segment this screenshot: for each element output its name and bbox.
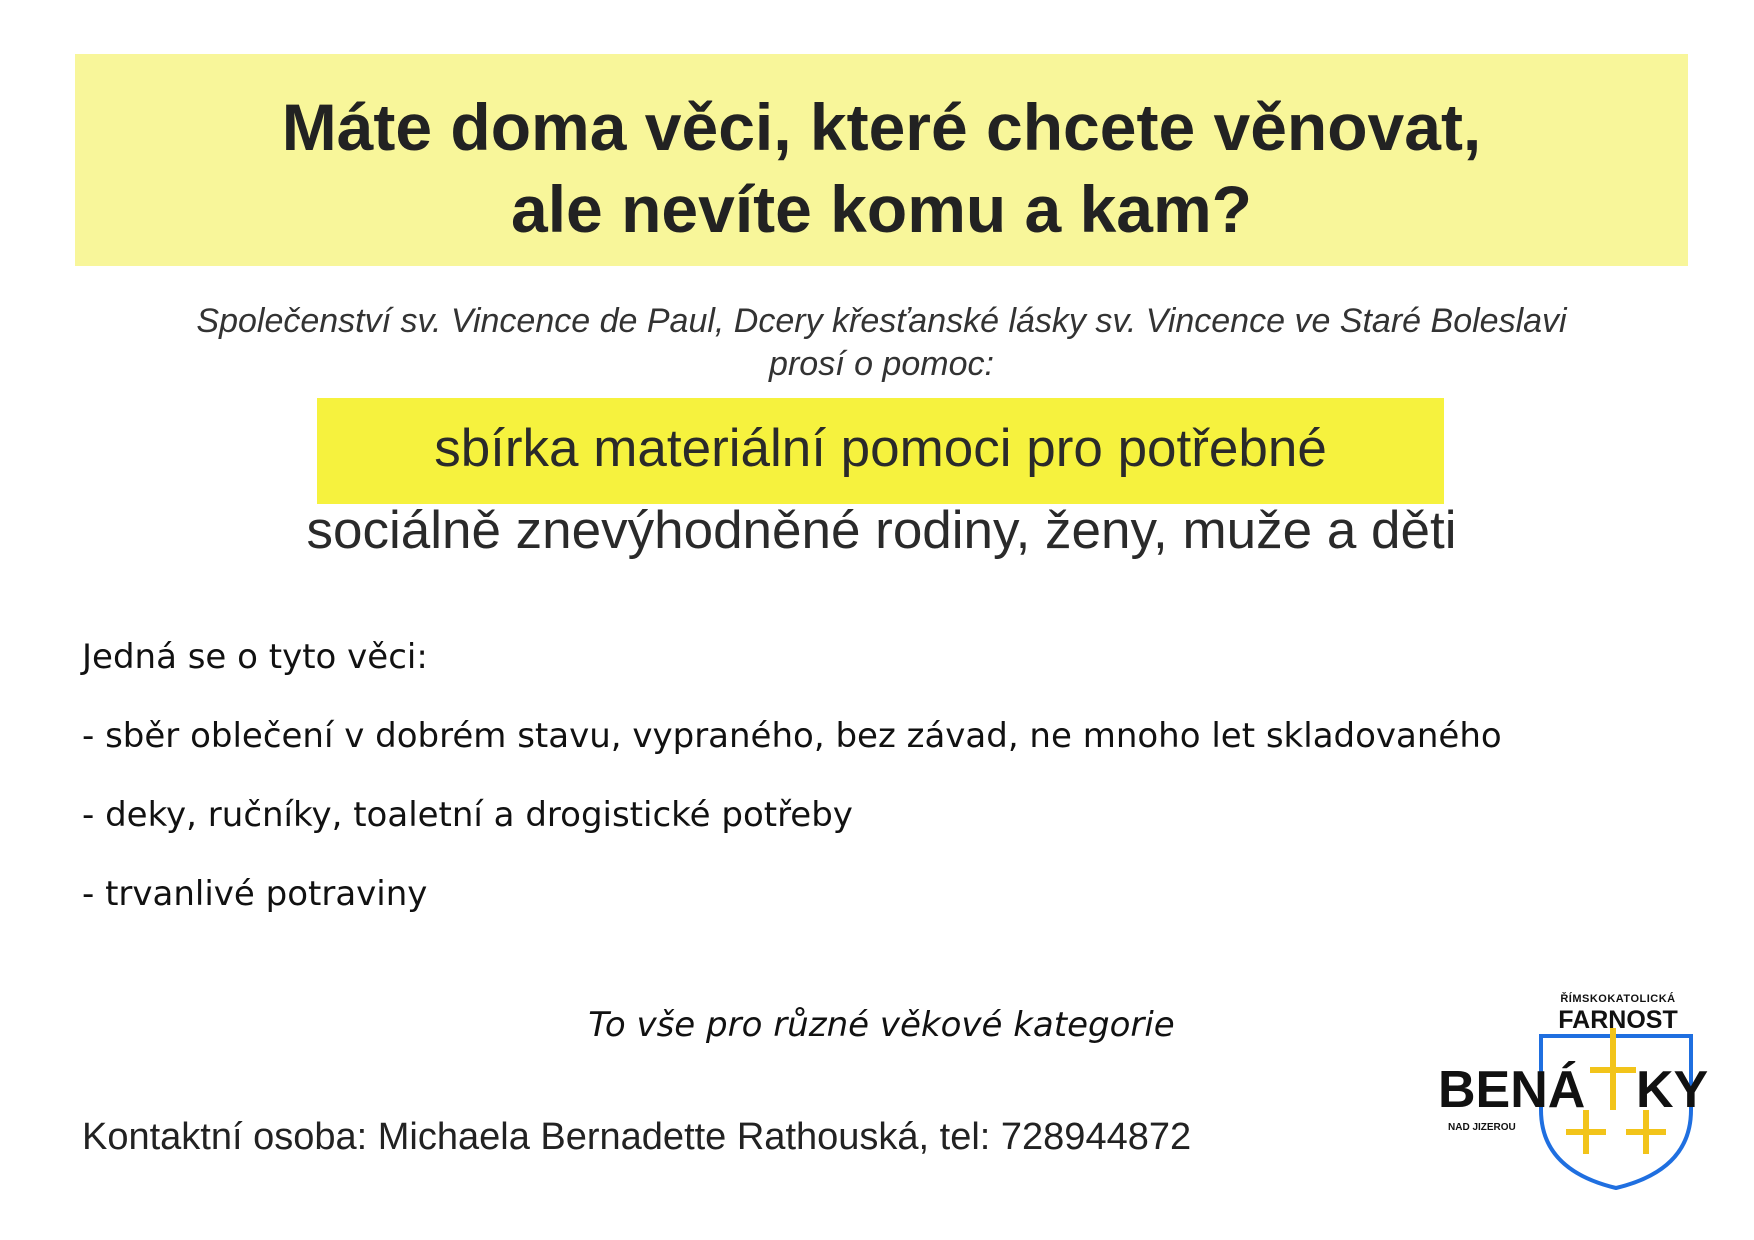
age-note: To vše pro různé věkové kategorie [588,1005,1175,1045]
target-group: sociálně znevýhodněné rodiny, ženy, muže a děti [306,501,1457,560]
list-item: - deky, ručníky, toaletní a drogistické potřeby [82,795,853,835]
collection-highlight [317,398,1444,504]
parish-logo [1438,992,1718,1192]
contact-info: Kontaktní osoba: Michaela Bernadette Rathouská, tel: 728944872 [82,1116,1192,1158]
logo-name-part-2: KY [1636,1061,1709,1119]
items-intro: Jedná se o tyto věci: [82,637,428,677]
organizer-line-2: prosí o pomoc: [769,345,994,383]
logo-name-part-1: BENÁ [1438,1061,1586,1119]
logo-subtitle: NAD JIZEROU [1448,1122,1516,1133]
list-item: - sběr oblečení v dobrém stavu, vypraného, bez závad, ne mnoho let skladovaného [82,716,1502,756]
items-section [82,632,1642,948]
headline-banner [75,54,1688,266]
logo-farnost-text: FARNOST [1558,1006,1678,1034]
logo-top-text: ŘÍMSKOKATOLICKÁ [1560,993,1676,1005]
organizer-line-1: Společenství sv. Vincence de Paul, Dcery křesťanské lásky sv. Vincence ve Staré Boleslavi [196,302,1567,340]
headline-line-2: ale nevíte komu a kam? [511,172,1252,246]
headline [75,86,1688,250]
collection-label: sbírka materiální pomoci pro potřebné [434,419,1327,478]
organizer-text [75,300,1688,386]
headline-line-1: Máte doma věci, které chcete věnovat, [281,90,1482,164]
list-item: - trvanlivé potraviny [82,874,428,914]
